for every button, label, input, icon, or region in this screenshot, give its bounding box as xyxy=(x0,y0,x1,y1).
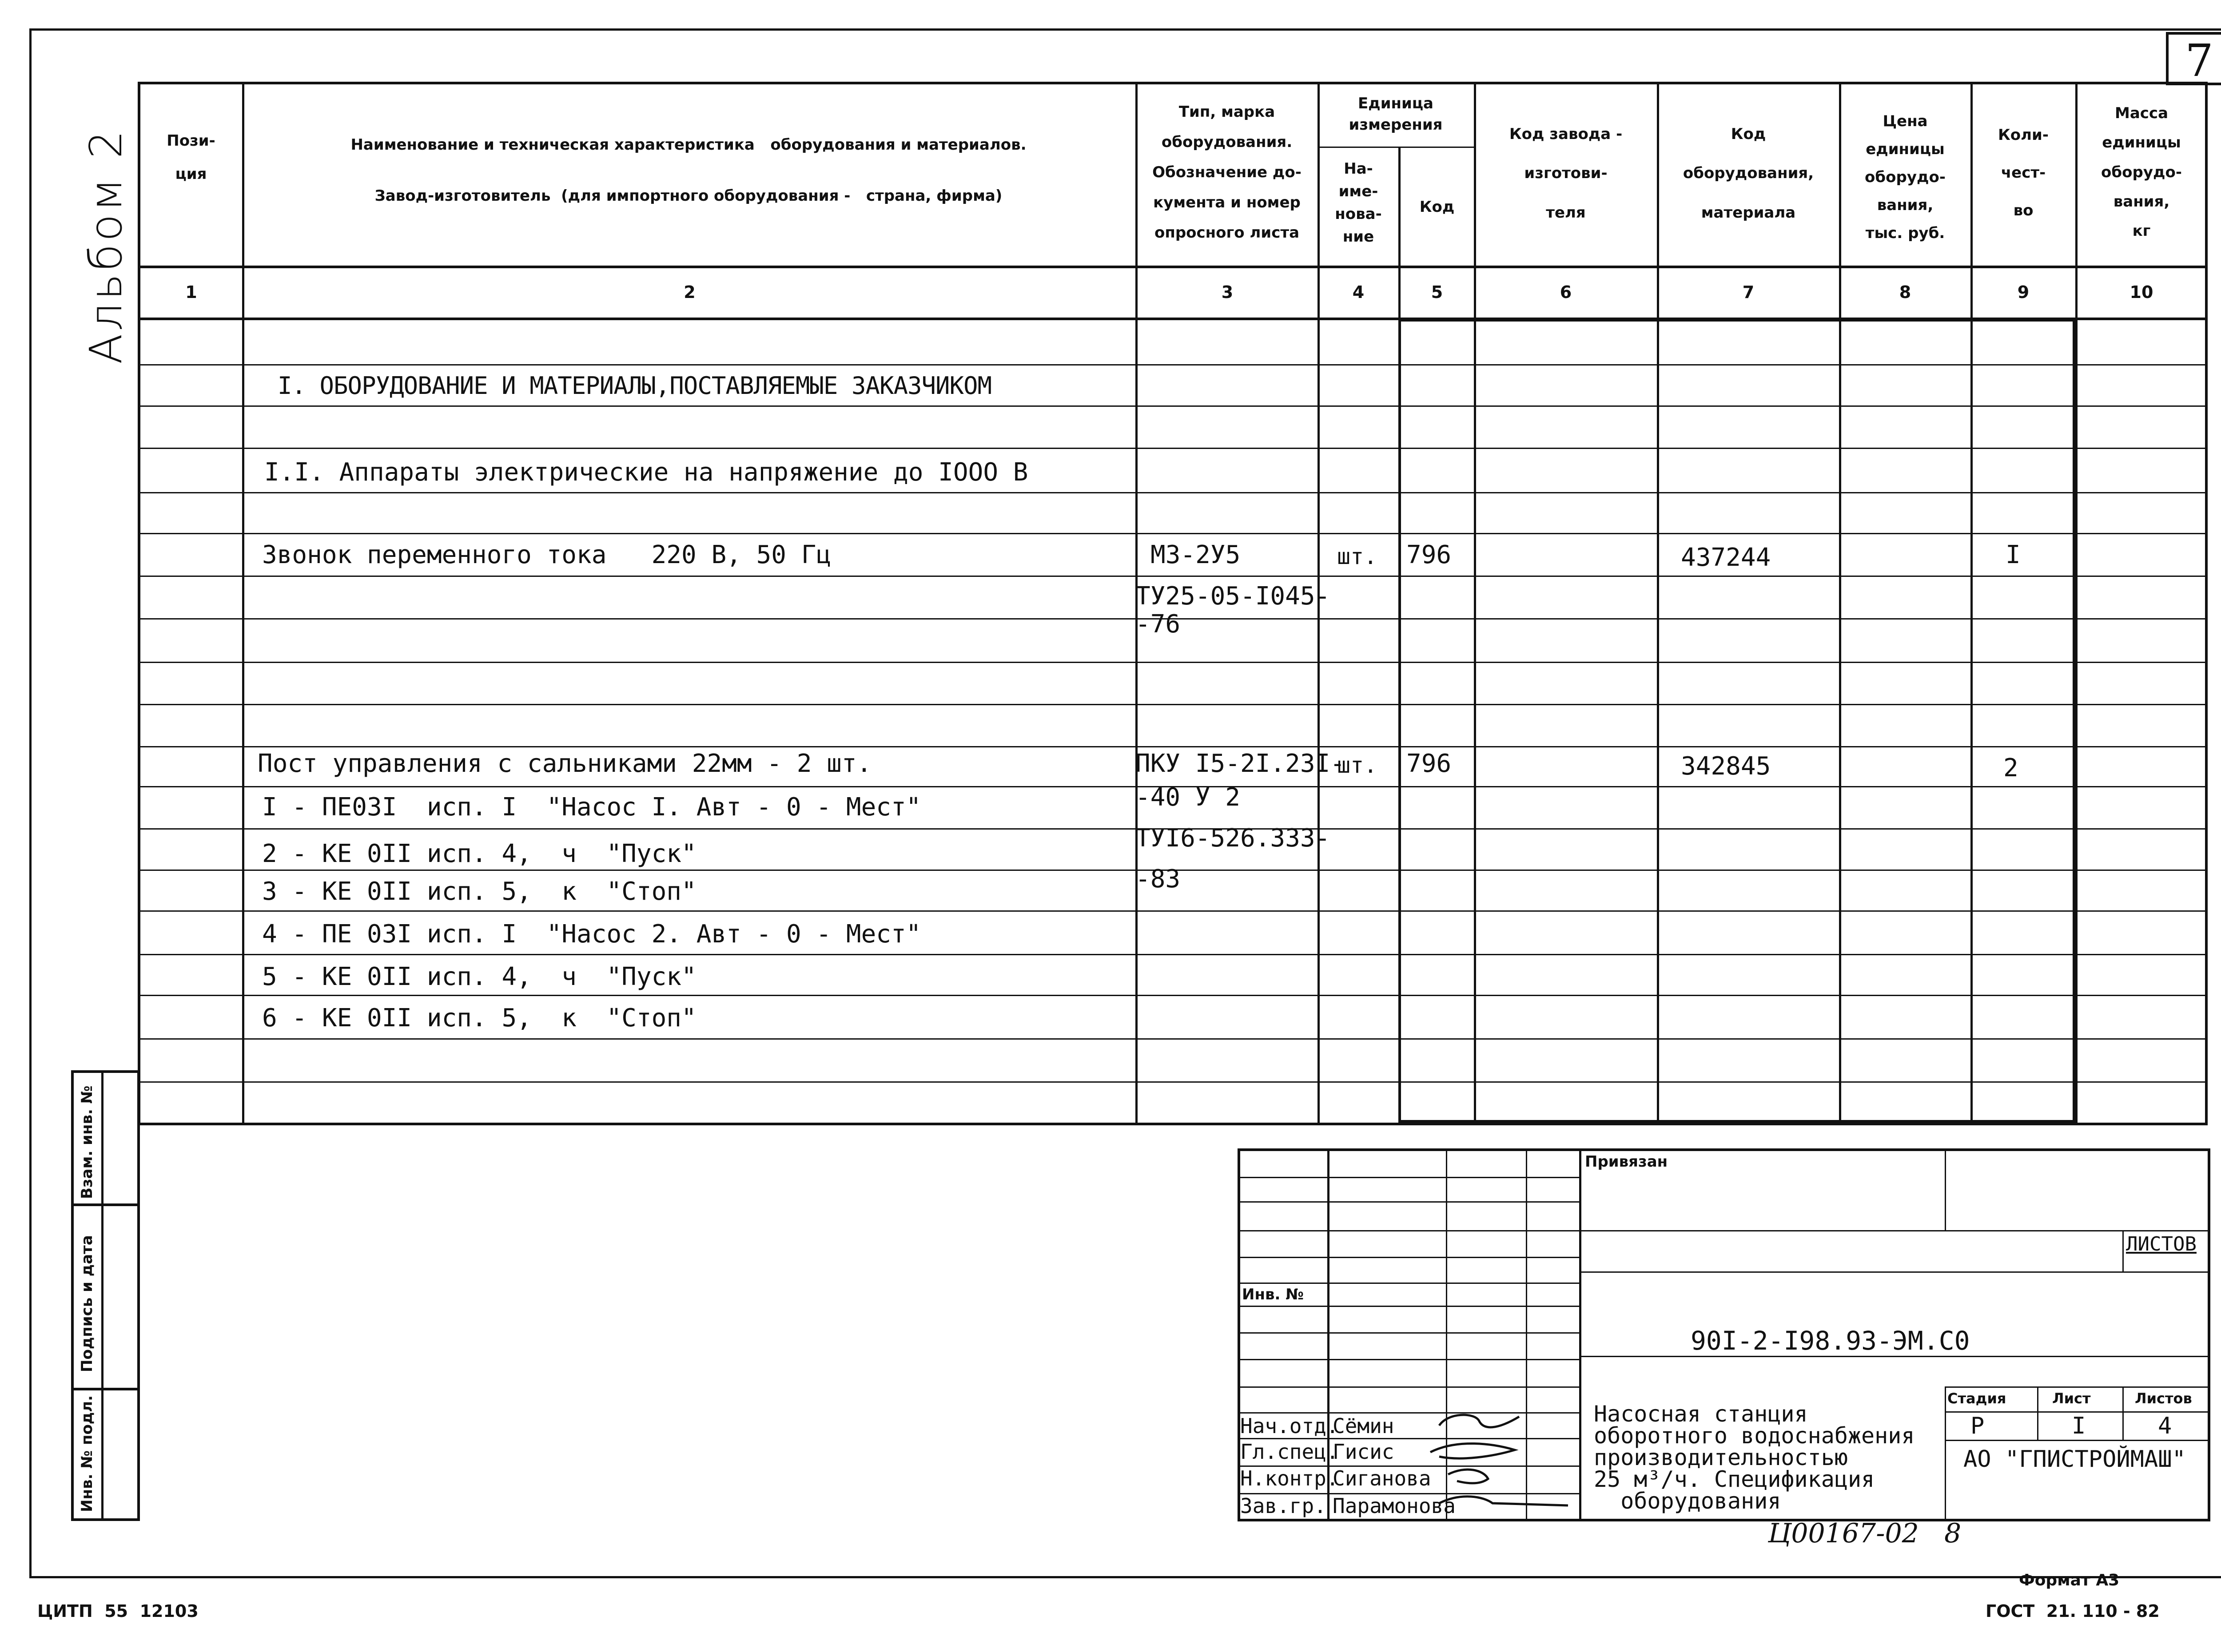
tb-row xyxy=(1238,1257,1579,1258)
side-stamp-line xyxy=(71,1388,140,1390)
sub-item: 4 - ПЕ 03I исп. I "Насос 2. Авт - 0 - Мест" xyxy=(262,920,921,949)
tb-person-role: Н.контр. xyxy=(1240,1466,1339,1490)
row-line xyxy=(138,533,2208,534)
row-line xyxy=(138,910,2208,912)
row-line xyxy=(138,492,2208,493)
col-line-1 xyxy=(242,82,244,1125)
header-factory-code: Код завода - изготови- теля xyxy=(1509,125,1623,222)
row-line xyxy=(138,704,2208,705)
side-stamp-divider xyxy=(101,1070,103,1521)
tb-listov-corner: ЛИСТОВ xyxy=(2126,1233,2197,1255)
item1-unit-code: 796 xyxy=(1406,540,1452,569)
album-label: Альбом 2 xyxy=(80,127,132,364)
item2-unit-code: 796 xyxy=(1406,749,1452,778)
item1-name: Звонок переменного тока 220 В, 50 Гц xyxy=(262,540,832,569)
tb-designation: 90I-2-I98.93-ЭМ.С0 xyxy=(1691,1326,1970,1356)
item2-qty: 2 xyxy=(2003,754,2018,782)
signatures xyxy=(1421,1408,1590,1523)
tb-row xyxy=(1238,1230,1579,1231)
tb-row xyxy=(1238,1177,1579,1178)
tb-privyazan: Привязан xyxy=(1585,1153,1668,1171)
item2-type-line1: ПКУ I5-2I.23I- xyxy=(1135,749,1345,778)
sub-item: I - ПЕ03I исп. I "Насос I. Авт - 0 - Мест" xyxy=(262,793,921,822)
tb-sheets-label: Листов xyxy=(2135,1390,2192,1407)
thick-data-block xyxy=(1398,319,2075,1123)
tb-line xyxy=(2122,1230,2124,1272)
tb-row xyxy=(1579,1356,2210,1357)
side-stamp-podpis: Подпись и дата xyxy=(78,1235,96,1372)
side-stamp-inv-podl: Инв. № подл. xyxy=(78,1395,96,1512)
header-position: Пози- ция xyxy=(167,132,215,183)
side-stamp-vzam: Взам. инв. № xyxy=(78,1085,96,1199)
col-number: 8 xyxy=(1899,282,1911,302)
header-unit-group: Единица измерения xyxy=(1349,95,1443,134)
row-line xyxy=(138,405,2208,407)
tb-row xyxy=(1579,1230,2210,1231)
row-line xyxy=(138,1081,2208,1083)
tb-sheet-label: Лист xyxy=(2052,1390,2091,1407)
unit-subheader-line xyxy=(1317,147,1474,148)
header-name-line2: Завод-изготовитель (для импортного оборудования - страна, фирма) xyxy=(374,187,1003,205)
header-unit-name: На- име- нова- ние xyxy=(1335,160,1382,246)
tb-stage-label: Стадия xyxy=(1947,1390,2006,1407)
tb-person-role: Нач.отд. xyxy=(1240,1414,1339,1438)
tb-line xyxy=(2122,1386,2124,1440)
tb-line xyxy=(2037,1386,2038,1440)
col-number: 7 xyxy=(1742,282,1755,302)
item2-name: Пост управления с сальниками 22мм - 2 шт. xyxy=(258,749,872,778)
side-stamp-line xyxy=(71,1203,140,1206)
tb-row xyxy=(1945,1440,2210,1441)
header-price: Цена единицы оборудо- вания, тыс. руб. xyxy=(1865,112,1946,242)
tb-row xyxy=(1945,1386,2210,1388)
tb-person-name: Гисис xyxy=(1333,1440,1394,1464)
tb-sheet: I xyxy=(2072,1413,2086,1439)
sub-item: 2 - КЕ 0II исп. 4, ч "Пуск" xyxy=(262,839,697,868)
sub-item: 5 - КЕ 0II исп. 4, ч "Пуск" xyxy=(262,962,697,991)
col-number: 1 xyxy=(185,282,197,302)
sub-item: 6 - КЕ 0II исп. 5, к "Стоп" xyxy=(262,1004,697,1032)
col-number: 6 xyxy=(1560,282,1572,302)
item1-equip-code: 437244 xyxy=(1681,543,1771,572)
header-mass: Масса единицы оборудо- вания, кг xyxy=(2101,104,2182,240)
header-name-line1: Наименование и техническая характеристика оборудования и материалов. xyxy=(350,136,1027,154)
page-number: 7 xyxy=(2185,35,2213,87)
row-line xyxy=(138,364,2208,365)
tb-inv-no: Инв. № xyxy=(1242,1286,1304,1303)
tb-line xyxy=(1945,1148,1946,1231)
row-line xyxy=(138,1038,2208,1040)
item1-doc-line1: ТУ25-05-I045- xyxy=(1135,582,1330,611)
tb-row xyxy=(1238,1332,1579,1334)
row-line xyxy=(138,995,2208,996)
tb-row xyxy=(1238,1306,1579,1307)
col-number: 3 xyxy=(1221,282,1234,302)
col-number: 5 xyxy=(1431,282,1443,302)
col-number: 2 xyxy=(684,282,696,302)
row-line xyxy=(138,448,2208,449)
tb-row xyxy=(1238,1201,1579,1203)
sub-item: 3 - КЕ 0II исп. 5, к "Стоп" xyxy=(262,877,697,906)
col-number: 10 xyxy=(2129,282,2153,302)
tb-row xyxy=(1579,1271,2210,1273)
header-bottom-line xyxy=(138,266,2208,268)
tb-title: Насосная станция оборотного водоснабжения производительностью 25 м³/ч. Спецификация оборудования xyxy=(1594,1401,1915,1514)
header-equip-code: Код оборудования, материала xyxy=(1683,125,1814,222)
tb-line xyxy=(1945,1386,1946,1521)
tb-stage: Р xyxy=(1970,1413,1985,1439)
item2-doc-line1: ТУI6-526.333- xyxy=(1135,824,1330,853)
row-line xyxy=(138,662,2208,663)
tb-person-name: Сиганова xyxy=(1333,1466,1431,1490)
footer-left: ЦИТП 55 12103 xyxy=(37,1601,199,1621)
item1-unit: шт. xyxy=(1337,544,1377,569)
header-type: Тип, марка оборудования. Обозначение до- кумента и номер опросного листа xyxy=(1152,103,1302,242)
tb-row xyxy=(1238,1359,1579,1360)
row-line xyxy=(138,954,2208,955)
header-qty: Коли- чест- во xyxy=(1998,126,2049,219)
footer-right: ГОСТ 21. 110 - 82 xyxy=(1986,1601,2160,1621)
tb-person-role: Гл.спец. xyxy=(1240,1440,1339,1464)
tb-sheets: 4 xyxy=(2158,1413,2172,1439)
tb-person-name: Сёмин xyxy=(1333,1414,1394,1438)
handwritten-number: Ц00167-02 8 xyxy=(1768,1518,1962,1549)
header-unit-code: Код xyxy=(1419,198,1455,216)
item1-doc-line2: -76 xyxy=(1135,610,1181,639)
item1-qty: I xyxy=(2006,540,2021,569)
row-line xyxy=(138,576,2208,577)
col-number: 4 xyxy=(1352,282,1365,302)
tb-row xyxy=(1238,1283,1579,1284)
tb-person-name: Парамонова xyxy=(1333,1494,1456,1518)
item1-type: МЗ-2У5 xyxy=(1150,540,1241,569)
item2-equip-code: 342845 xyxy=(1681,752,1771,781)
tb-org: АО "ГПИСТРОЙМАШ" xyxy=(1963,1446,2186,1473)
col-number: 9 xyxy=(2017,282,2030,302)
item2-doc-line2: -83 xyxy=(1135,865,1181,894)
subsection-title: I.I. Аппараты электрические на напряжение до IООО В xyxy=(264,458,1028,487)
footer-format: Формат А3 xyxy=(2019,1571,2120,1589)
item2-type-line2: -40 У 2 xyxy=(1135,783,1241,812)
tb-person-role: Зав.гр. xyxy=(1240,1494,1326,1518)
item2-unit: шт. xyxy=(1337,752,1377,778)
tb-row xyxy=(1238,1386,1579,1388)
row-line xyxy=(138,746,2208,747)
section-title: I. ОБОРУДОВАНИЕ И МАТЕРИАЛЫ,ПОСТАВЛЯЕМЫЕ ЗАКАЗЧИКОМ xyxy=(278,372,992,400)
